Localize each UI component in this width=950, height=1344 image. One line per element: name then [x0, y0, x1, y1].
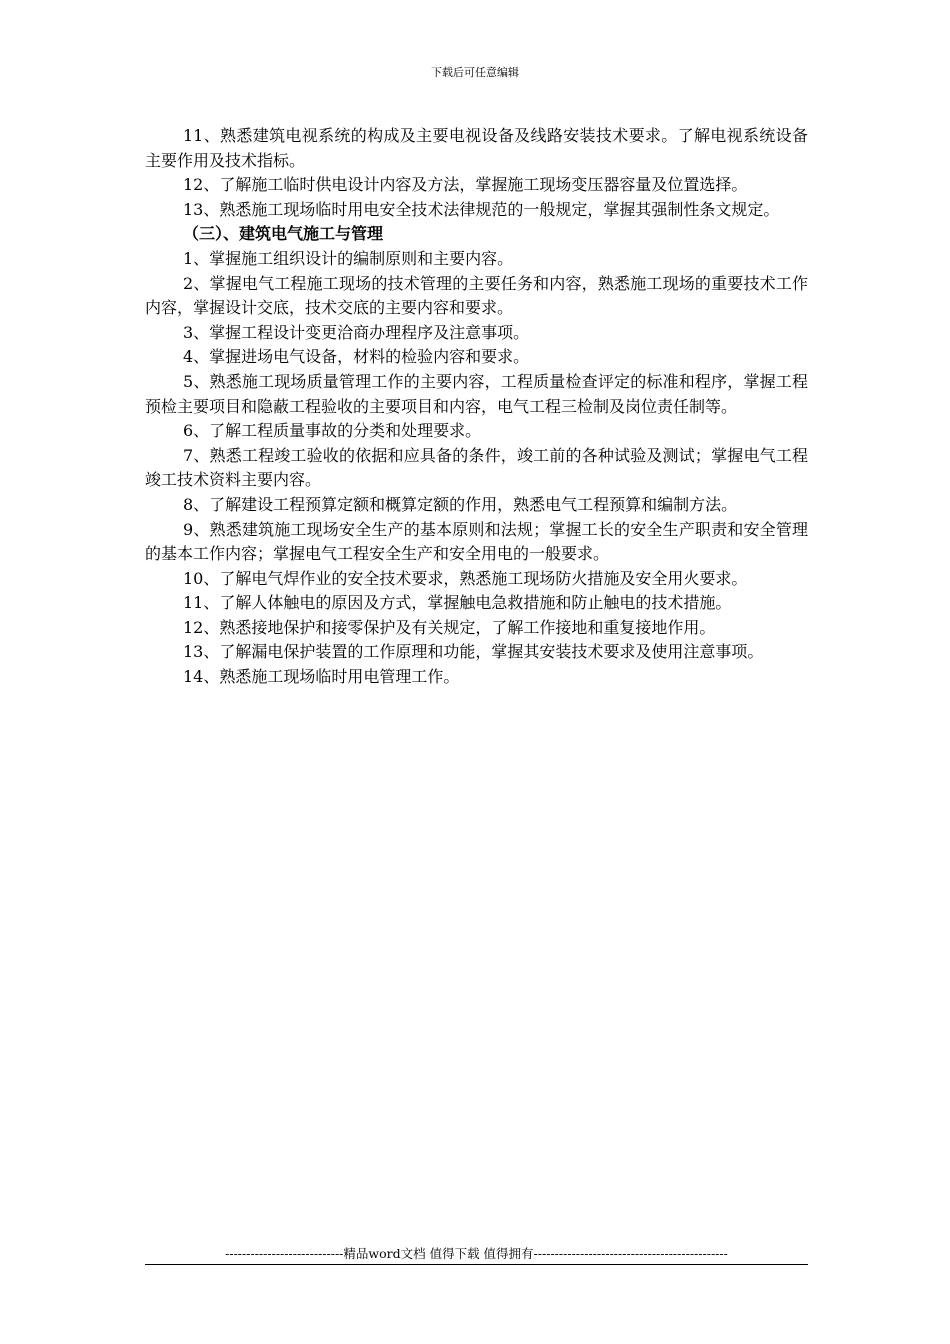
paragraph-8-budget-quota: 8、了解建设工程预算定额和概算定额的作用，熟悉电气工程预算和编制方法。: [183, 494, 738, 514]
paragraph-11-electric-shock: 11、了解人体触电的原因及方式，掌握触电急救措施和防止触电的技术措施。: [183, 593, 732, 613]
paragraph-10-welding-safety: 10、了解电气焊作业的安全技术要求，熟悉施工现场防火措施及安全用火要求。: [183, 568, 748, 588]
paragraph-14-temporary-power-management: 14、熟悉施工现场临时用电管理工作。: [183, 667, 460, 687]
paragraph-3-design-change: 3、掌握工程设计变更洽商办理程序及注意事项。: [183, 322, 530, 342]
paragraph-11-tv-system: 11、熟悉建筑电视系统的构成及主要电视设备及线路安装技术要求。了解电视系统设备主要作用及技术指标。: [145, 126, 808, 170]
paragraph-2-technical-management: 2、掌握电气工程施工现场的技术管理的主要任务和内容，熟悉施工现场的重要技术工作内容，掌握设计交底，技术交底的主要内容和要求。: [145, 273, 808, 318]
paragraph-12-grounding: 12、熟悉接地保护和接零保护及有关规定，了解工作接地和重复接地作用。: [183, 617, 716, 637]
page-footer: ----------------------------精品word文档 值得下载 值得拥有----------------------------------------------: [145, 1244, 808, 1265]
paragraph-7-completion-acceptance: 7、熟悉工程竣工验收的依据和应具备的条件，竣工前的各种试验及测试；掌握电气工程竣工技术资料主要内容。: [145, 445, 808, 490]
paragraph-12-temporary-power: 12、了解施工临时供电设计内容及方法，掌握施工现场变压器容量及位置选择。: [183, 175, 748, 195]
paragraph-13-electrical-safety: 13、熟悉施工现场临时用电安全技术法律规范的一般规定，掌握其强制性条文规定。: [183, 199, 780, 219]
paragraph-13-leakage-protection: 13、了解漏电保护装置的工作原理和功能，掌握其安装技术要求及使用注意事项。: [183, 642, 764, 662]
paragraph-5-quality-management: 5、熟悉施工现场质量管理工作的主要内容，工程质量检查评定的标准和程序，掌握工程预检主要项目和隐蔽工程验收的主要项目和内容，电气工程三检制及岗位责任制等。: [145, 371, 808, 416]
page-header: 下载后可任意编辑: [431, 66, 519, 79]
paragraph-9-safety-production: 9、熟悉建筑施工现场安全生产的基本原则和法规；掌握工长的安全生产职责和安全管理的基本工作内容；掌握电气工程安全生产和安全用电的一般要求。: [145, 519, 808, 564]
paragraph-4-material-inspection: 4、掌握进场电气设备，材料的检验内容和要求。: [183, 347, 530, 367]
section-heading: （三）、建筑电气施工与管理: [183, 224, 384, 244]
paragraph-6-quality-accidents: 6、了解工程质量事故的分类和处理要求。: [183, 421, 482, 441]
paragraph-1-construction-plan: 1、掌握施工组织设计的编制原则和主要内容。: [183, 248, 514, 268]
document-body: [145, 124, 808, 690]
